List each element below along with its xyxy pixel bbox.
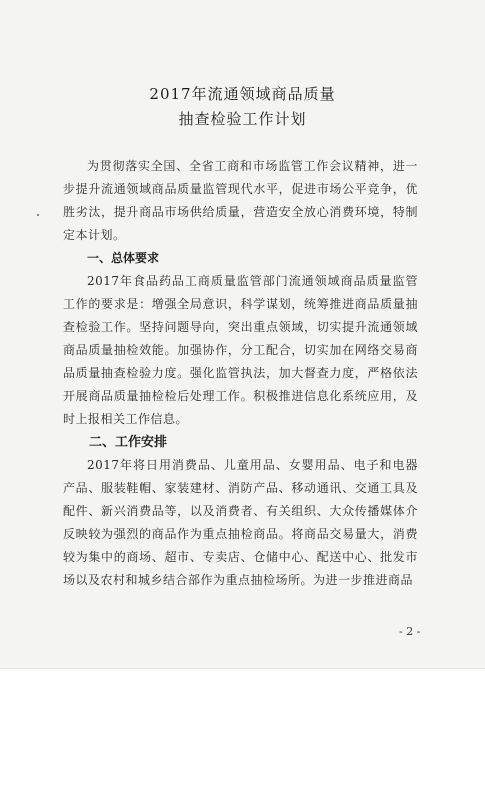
section1-paragraph: 2017年食品药品工商质量监管部门流通领域商品质量监管工作的要求是：增强全局意识，科学谋划，统筹推进商品质量抽查检验工作。坚持问题导向，突出重点领域，切实提升流通领域商品质量抽检效能。加强协作，分工配合，切实加在网络交易商品质量抽查检验力度。强化监管执法，加大督查力度，严格依法开展商品质量抽检检后处理工作。积极推进信息化系统应用，及时上报相关工作信息。: [63, 274, 418, 426]
document-title-line2: 抽查检验工作计划: [178, 110, 307, 128]
margin-mark: [37, 214, 39, 216]
intro-paragraph: 为贯彻落实全国、全省工商和市场监管工作会议精神，进一步提升流通领域商品质量监管现代水平，促进市场公平竞争，优胜劣汰，提升商品市场供给质量，营造安全放心消费环境，特制定本计划。: [63, 159, 418, 242]
document-title-line1: 2017年流通领域商品质量: [149, 85, 336, 103]
section1-heading: 一、总体要求: [87, 251, 160, 265]
section2-paragraph: 2017年将日用消费品、儿童用品、女婴用品、电子和电器产品、服装鞋帽、家装建材、消防产品、移动通讯、交通工具及配件、新兴消费品等，以及消费者、有关组织、大众传播媒体介反映较为强烈的商品作为重点抽检商品。将商品交易量大，消费较为集中的商场、超市、专卖店、仓储中心、配送中心、批发市场以及农村和城乡结合部作为重点抽检场所。为进一步推进商品: [63, 458, 418, 587]
document-body: [63, 155, 418, 592]
page-number: - 2 -: [399, 625, 421, 638]
section2-heading: 二、工作安排: [89, 435, 168, 450]
